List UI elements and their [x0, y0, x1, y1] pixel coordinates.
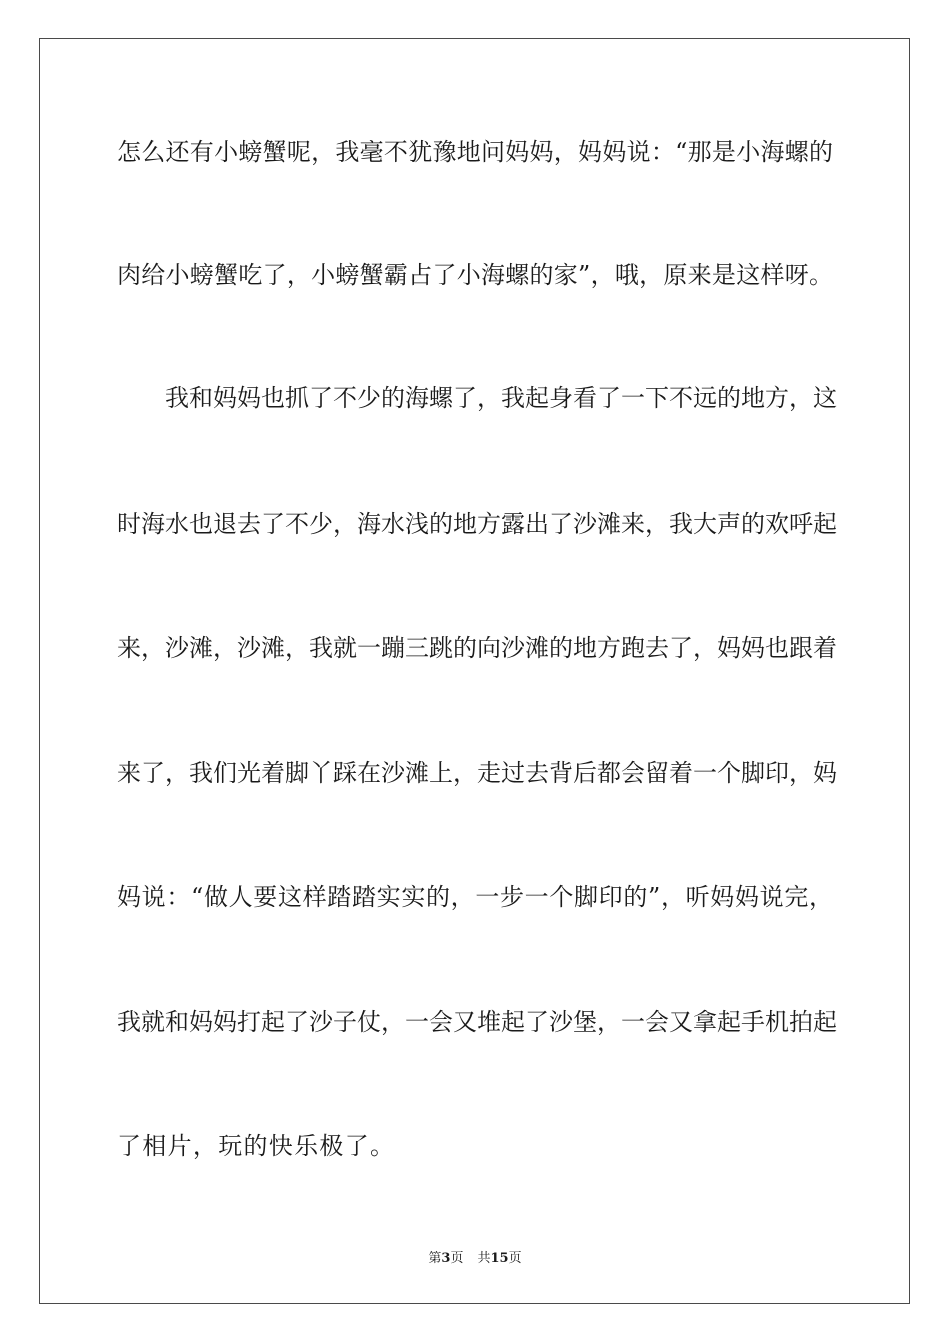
text-line-4: 时海水也退去了不少，海水浅的地方露出了沙滩来，我大声的欢呼起	[117, 510, 837, 538]
total-suffix: 页	[508, 1251, 522, 1266]
text-line-8: 我就和妈妈打起了沙子仗，一会又堆起了沙堡，一会又拿起手机拍起	[117, 1008, 837, 1036]
page-prefix: 第	[428, 1251, 442, 1266]
page-suffix: 页	[450, 1251, 464, 1266]
page-total: 15	[490, 1251, 509, 1266]
total-prefix: 共	[477, 1251, 491, 1266]
text-line-7: 妈说：“做人要这样踏踏实实的，一步一个脚印的”，听妈妈说完，	[117, 883, 833, 911]
text-line-3: 我和妈妈也抓了不少的海螺了，我起身看了一下不远的地方，这	[165, 384, 837, 412]
text-line-1: 怎么还有小螃蟹呢，我毫不犹豫地问妈妈，妈妈说：“那是小海螺的	[117, 138, 833, 166]
page-border	[39, 38, 910, 1304]
text-line-5: 来，沙滩，沙滩，我就一蹦三跳的向沙滩的地方跑去了，妈妈也跟着	[117, 634, 837, 662]
page-footer	[0, 1247, 950, 1266]
text-line-9: 了相片，玩的快乐极了。	[117, 1132, 396, 1160]
page-current: 3	[441, 1251, 451, 1266]
text-line-2: 肉给小螃蟹吃了，小螃蟹霸占了小海螺的家”，哦，原来是这样呀。	[117, 261, 833, 289]
text-line-6: 来了，我们光着脚丫踩在沙滩上，走过去背后都会留着一个脚印，妈	[117, 759, 837, 787]
